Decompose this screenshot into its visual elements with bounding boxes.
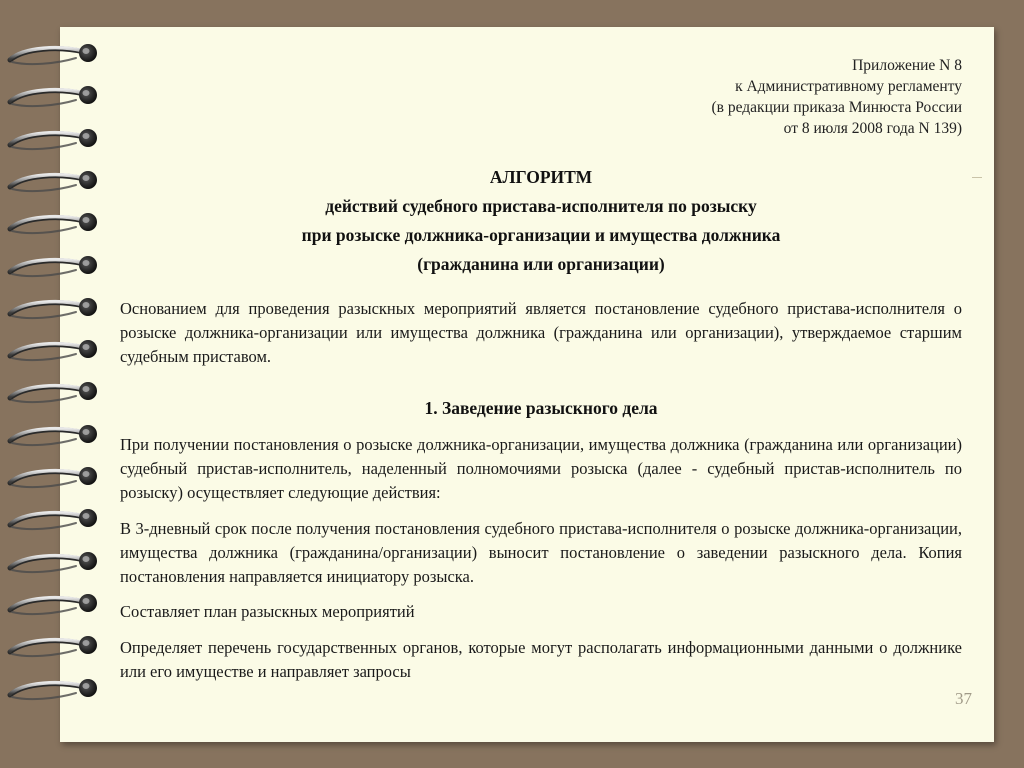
section-paragraph: В 3-дневный срок после получения постановления судебного пристава-исполнителя о розыске должника-организации, имущества должника (гражданина/организации) выносит постановление о заведении разыскного дела. Копия постановления направляется инициатору розыска. [120,519,962,586]
title-line: действий судебного пристава-исполнителя по розыску [325,196,757,216]
page-number: 37 [955,689,972,708]
header-line: Приложение N 8 [852,57,962,74]
spiral-ring [4,167,102,195]
spiral-ring [4,463,102,491]
spiral-ring [4,675,102,703]
spiral-ring [4,421,102,449]
title-line: (гражданина или организации) [417,254,665,274]
section-paragraph: Определяет перечень государственных органов, которые могут располагать информационными данными о должнике или его имуществе и направляет запросы [120,638,962,681]
document-title [120,163,962,279]
spiral-ring [4,548,102,576]
section-heading: 1. Заведение разыскного дела [424,398,658,418]
page-divider-mark [972,177,982,178]
spiral-ring [4,125,102,153]
spiral-ring [4,252,102,280]
header-line: к Административному регламенту [735,78,962,95]
appendix-header [602,55,962,139]
spiral-ring [4,378,102,406]
spiral-ring [4,336,102,364]
spiral-ring [4,82,102,110]
title-line: при розыске должника-организации и имущества должника [301,225,781,245]
section-paragraph: При получении постановления о розыске должника-организации, имущества должника (гражданина или организации) судебный пристав-исполнитель, наделенный полномочиями розыска (далее - судебный пристав-исполнитель по розыску) осуществляет следующие действия: [120,435,962,502]
section-paragraph: Составляет план разыскных мероприятий [120,602,415,621]
spiral-ring [4,590,102,618]
spiral-ring [4,505,102,533]
intro-paragraph: Основанием для проведения разыскных мероприятий является постановление судебного пристава-исполнителя о розыске должника-организации или имущества должника (гражданина или организации), утверждаемое старшим судебным приставом. [120,299,962,366]
spiral-ring [4,209,102,237]
spiral-ring [4,632,102,660]
spiral-ring [4,40,102,68]
header-line: (в редакции приказа Минюста России [711,99,962,116]
spiral-ring [4,294,102,322]
title-line: АЛГОРИТМ [489,167,593,187]
header-line: от 8 июля 2008 года N 139) [783,120,962,137]
